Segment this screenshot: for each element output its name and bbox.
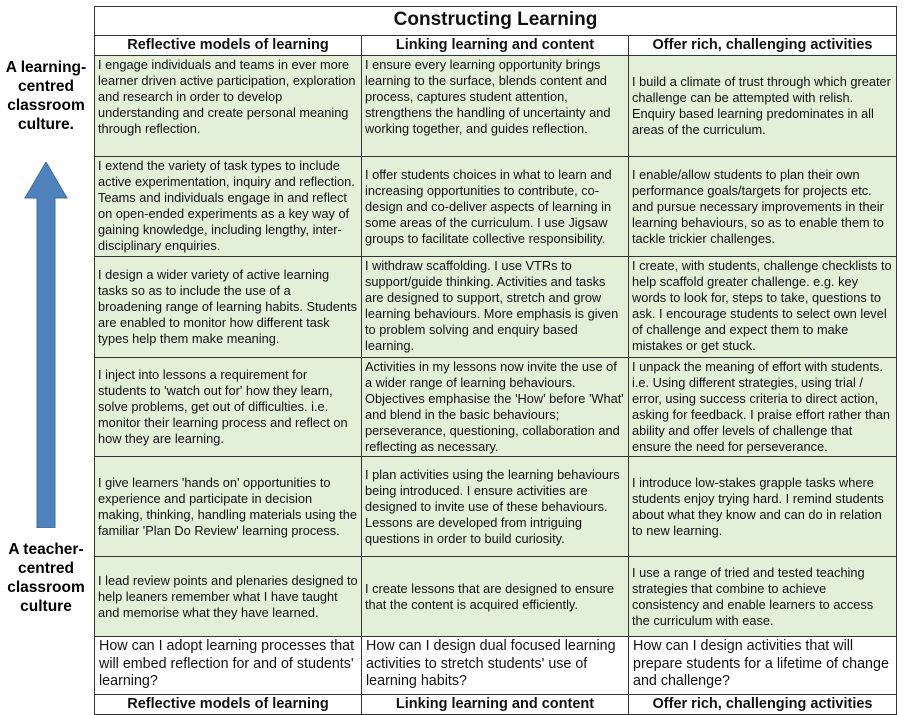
table-cell: I use a range of tried and tested teaching strategies that combine to achieve consistency and enable learners to access the curriculum with ease. <box>629 557 897 637</box>
table-cell: I unpack the meaning of effort with students. i.e. Using different strategies, using trial / error, using success criteria to direct action, asking for feedback. I praise effort rather than ability and offer levels of challenge that ensure the need for perseverance. <box>629 358 897 457</box>
question-linking: How can I design dual focused learning activities to stretch students' use of learning habits? <box>362 637 629 695</box>
question-challenging: How can I design activities that will prepare students for a lifetime of change and challenge? <box>629 637 897 695</box>
table-cell: I give learners 'hands on' opportunities to experience and participate in decision making, thinking, handling materials using the familiar 'Plan Do Review' learning process. <box>95 457 362 557</box>
table-row <box>95 157 897 257</box>
header-reflective: Reflective models of learning <box>95 36 362 56</box>
table-cell: I build a climate of trust through which greater challenge can be attempted with relish. Enquiry based learning predominates in all areas of the curriculum. <box>629 56 897 157</box>
teacher-centred-label: A teacher-centred classroom culture <box>7 541 85 615</box>
upward-arrow-icon <box>24 162 68 528</box>
question-row <box>95 637 897 695</box>
table-cell: I extend the variety of task types to include active experimentation, inquiry and reflection. Teams and individuals engage in and reflect on open-ended experiments as a key way of gaining knowledge, including lengthy, inter-disciplinary enquiries. <box>95 157 362 257</box>
footer-row <box>95 695 897 715</box>
table-row <box>95 358 897 457</box>
table-cell: I inject into lessons a requirement for students to 'watch out for' how they learn, solve problems, get out of difficulties. i.e. monitor their learning process and reflect on how they are learning. <box>95 358 362 457</box>
table-row <box>95 557 897 637</box>
footer-linking: Linking learning and content <box>362 695 629 715</box>
learning-centred-label: A learning-centred classroom culture. <box>5 59 87 133</box>
header-linking: Linking learning and content <box>362 36 629 56</box>
table-cell: I lead review points and plenaries designed to help leaners remember what I have taught and memorise what they have learned. <box>95 557 362 637</box>
table-cell: I create, with students, challenge checklists to help scaffold greater challenge. e.g. key words to look for, steps to take, questions to ask. I encourage students to select own level of challenge and expect them to make mistakes or get stuck. <box>629 257 897 358</box>
table-row <box>95 457 897 557</box>
header-challenging: Offer rich, challenging activities <box>629 36 897 56</box>
table-cell: I ensure every learning opportunity brings learning to the surface, blends content and process, captures student attention, strengthens the handling of uncertainty and working together, and guides reflection. <box>362 56 629 157</box>
table-cell: I offer students choices in what to learn and increasing opportunities to contribute, co-design and co-deliver aspects of learning in some areas of the curriculum. I use Jigsaw groups to facilitate collective responsibility. <box>362 157 629 257</box>
table-cell: I engage individuals and teams in ever more learner driven active participation, exploration and research in order to develop understanding and create personal meaning through reflection. <box>95 56 362 157</box>
table-row <box>95 257 897 358</box>
footer-challenging: Offer rich, challenging activities <box>629 695 897 715</box>
constructing-learning-table <box>94 6 897 715</box>
table-cell: I design a wider variety of active learning tasks so as to include the use of a broadening range of learning habits. Students are enabled to monitor how different task types help them make meaning. <box>95 257 362 358</box>
table-cell: I enable/allow students to plan their own performance goals/targets for projects etc. and pursue necessary improvements in their learning behaviours, so as to enable them to tackle trickier challenges. <box>629 157 897 257</box>
table-cell: I create lessons that are designed to ensure that the content is acquired efficiently. <box>362 557 629 637</box>
footer-reflective: Reflective models of learning <box>95 695 362 715</box>
header-row <box>95 36 897 56</box>
table-cell: I withdraw scaffolding. I use VTRs to support/guide thinking. Activities and tasks are designed to support, stretch and grow learning behaviours. More emphasis is given to problem solving and enquiry based learning. <box>362 257 629 358</box>
table-title: Constructing Learning <box>95 7 897 36</box>
question-reflective: How can I adopt learning processes that will embed reflection for and of students' learning? <box>95 637 362 695</box>
table-row <box>95 56 897 157</box>
table-cell: I plan activities using the learning behaviours being introduced. I ensure activities are designed to invite use of these behaviours. Lessons are developed from intriguing questions in order to build curiosity. <box>362 457 629 557</box>
table-cell: I introduce low-stakes grapple tasks where students enjoy trying hard. I remind students about what they know and can do in relation to new learning. <box>629 457 897 557</box>
table-cell: Activities in my lessons now invite the use of a wider range of learning behaviours. Objectives emphasise the 'How' before 'What' and blend in the basic behaviours; perseverance, questioning, collaboration and reflecting as necessary. <box>362 358 629 457</box>
